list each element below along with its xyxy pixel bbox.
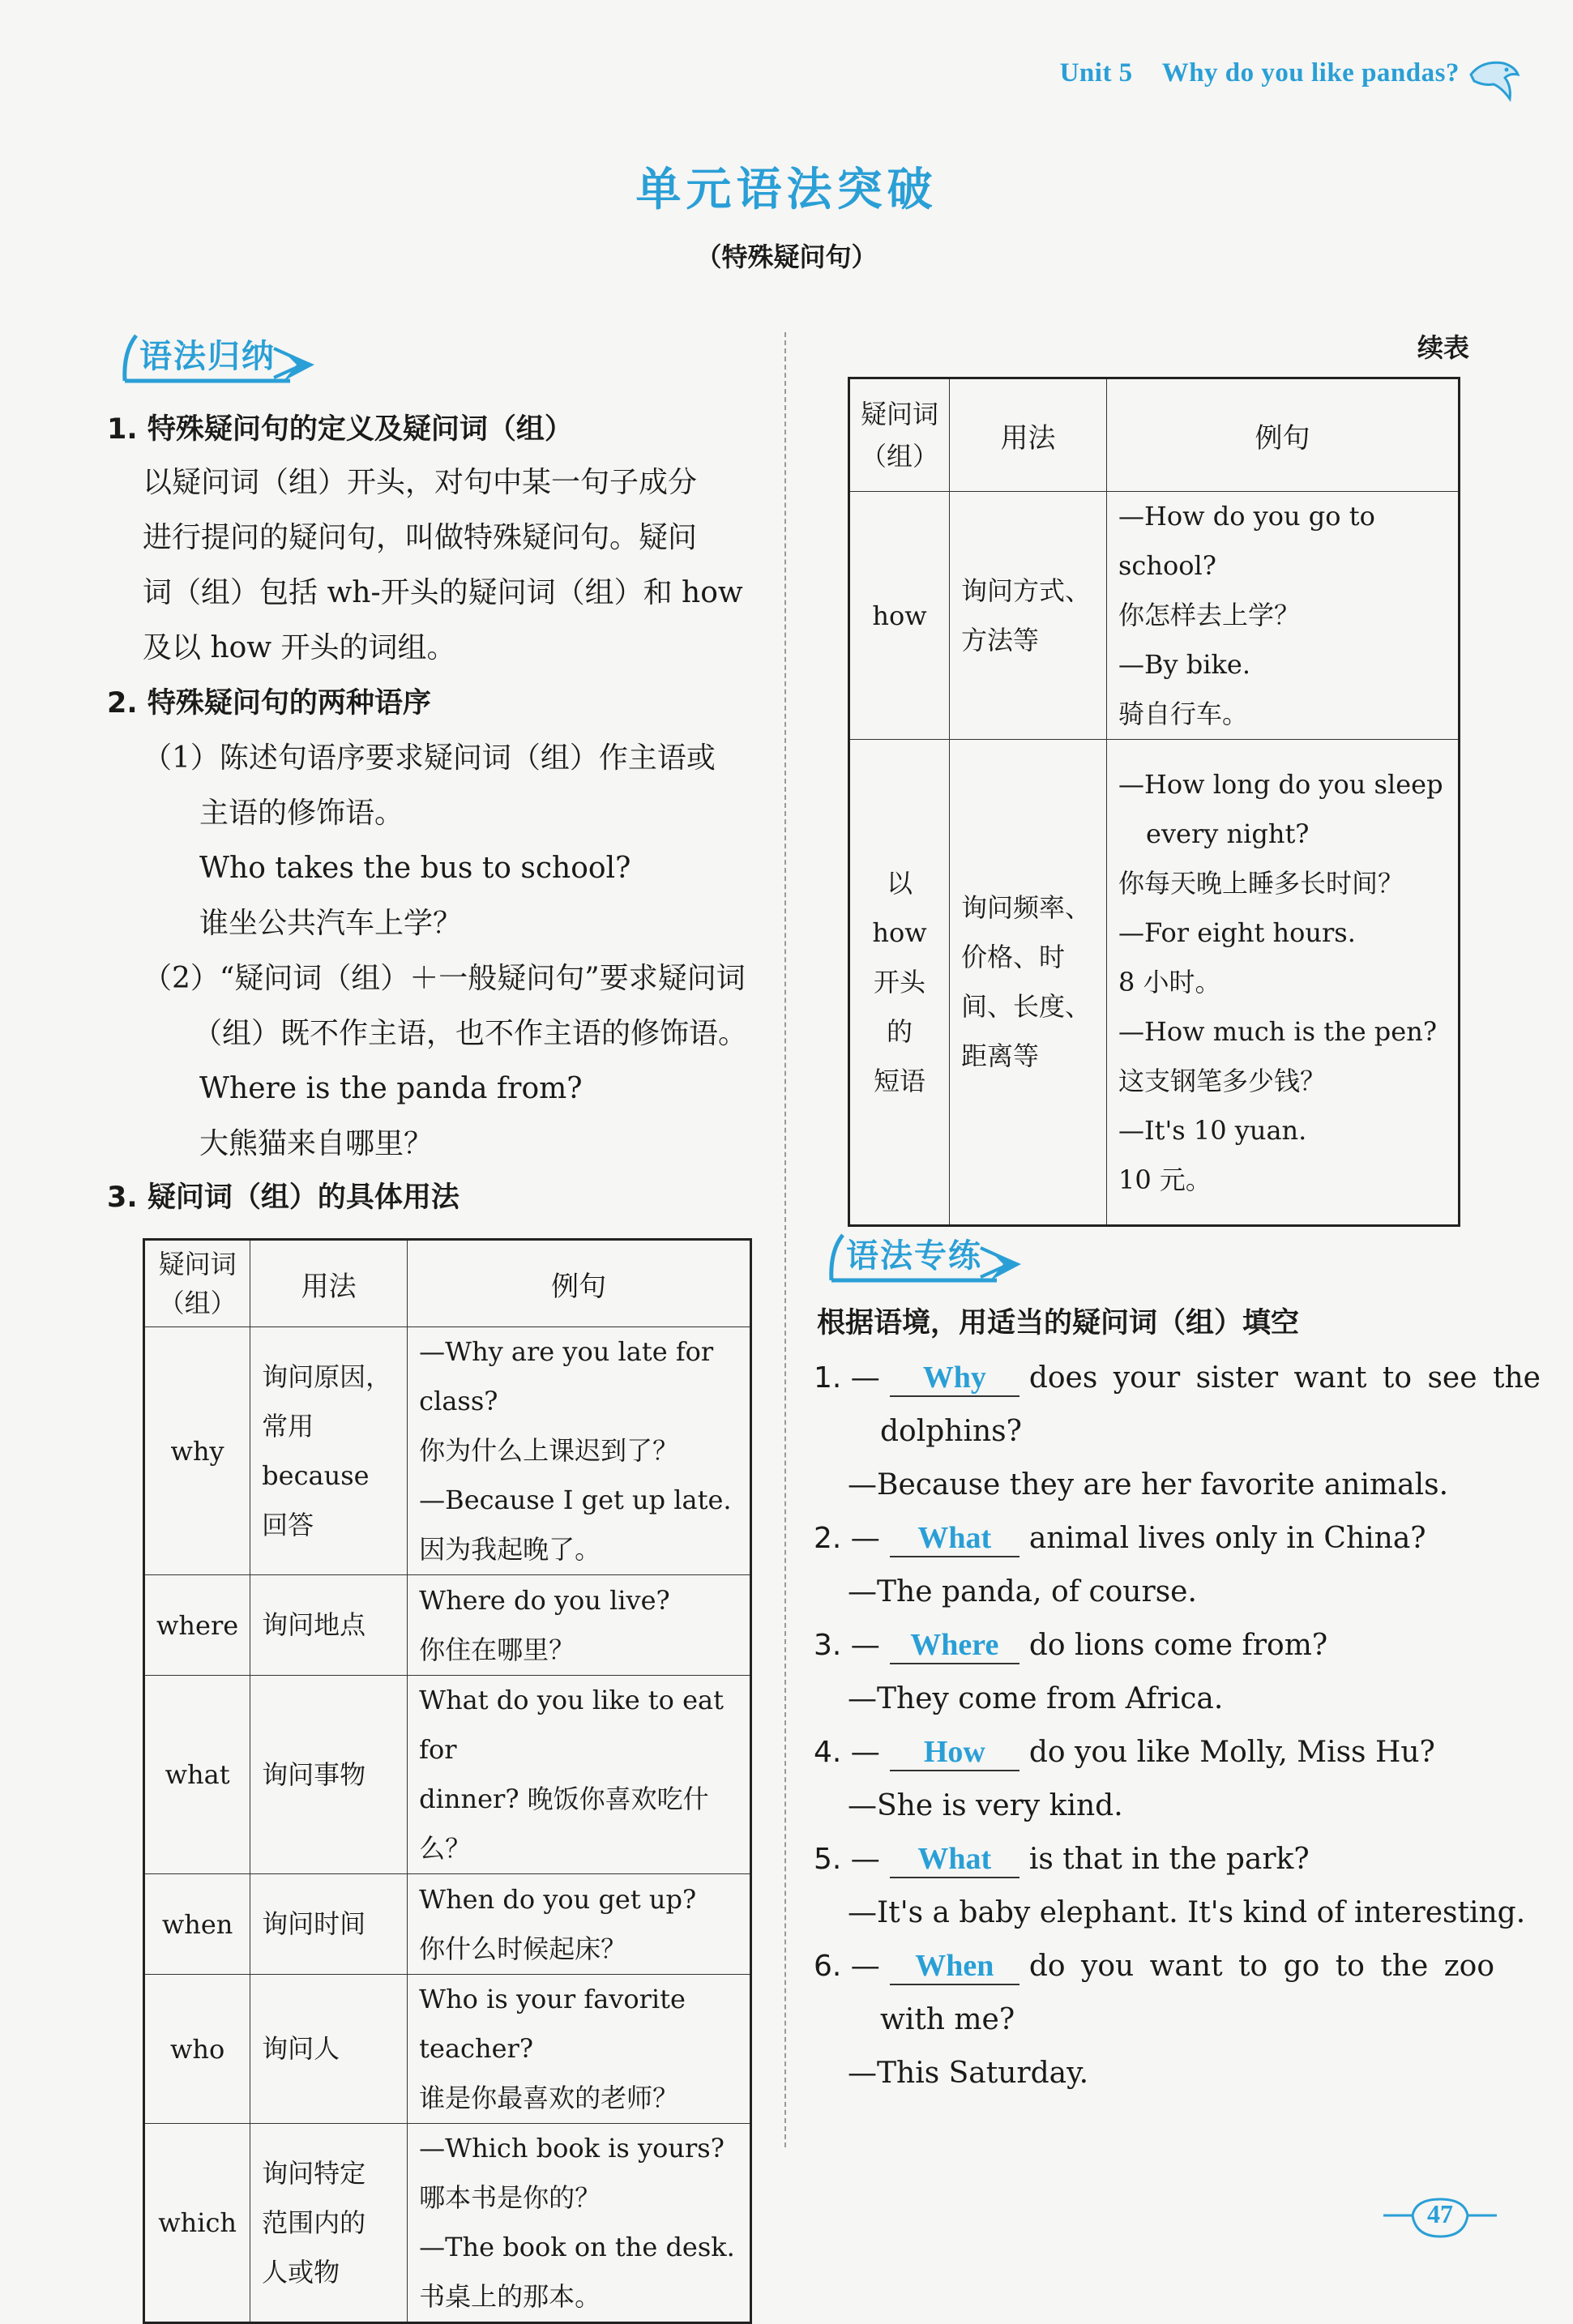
example-line: —How much is the pen? xyxy=(1118,1015,1437,1047)
example-line: 书桌上的那本。 xyxy=(419,2281,601,2312)
usage-cell xyxy=(250,2124,408,2323)
example-line: —It's 10 yuan. xyxy=(1118,1114,1307,1146)
usage-line: 询问特定 xyxy=(262,2157,366,2189)
usage-line: because xyxy=(262,1459,370,1491)
word-cell: when xyxy=(144,1874,250,1975)
header-example: 例句 xyxy=(1107,378,1460,492)
text-line: Who takes the bus to school? xyxy=(199,852,631,885)
text-line: 谁坐公共汽车上学？ xyxy=(199,907,463,940)
word-order-paragraph xyxy=(143,731,775,1172)
example-cell xyxy=(408,1676,751,1874)
exercise-number: 2. xyxy=(814,1522,842,1555)
example-line: When do you get up? xyxy=(419,1883,697,1915)
example-line: 你住在哪里？ xyxy=(419,1634,575,1665)
word-line: 短语 xyxy=(873,1065,925,1096)
word-cell xyxy=(849,740,950,1226)
reply-text: —This Saturday. xyxy=(848,2057,1089,2090)
usage-cell xyxy=(950,740,1107,1226)
continued-label: 续表 xyxy=(1417,332,1469,363)
answer-blank: What xyxy=(890,1841,1019,1878)
header-usage: 用法 xyxy=(250,1240,408,1327)
question-text: do you like Molly, Miss Hu? xyxy=(1028,1736,1435,1769)
text-line: 以疑问词（组）开头，对句中某一句子成分 xyxy=(143,466,698,499)
table-row xyxy=(144,1975,751,2124)
word-cell: where xyxy=(144,1575,250,1676)
badge-label: 语法专练 xyxy=(846,1237,982,1275)
usage-line: 询问频率、 xyxy=(961,892,1092,923)
exercise-number: 1. xyxy=(814,1361,842,1395)
usage-table-continued xyxy=(848,377,1460,1227)
word-cell: how xyxy=(849,492,950,740)
example-line: 哪本书是你的？ xyxy=(419,2182,601,2213)
table-row xyxy=(144,2124,751,2323)
answer-blank: Where xyxy=(890,1627,1019,1664)
example-line: 8 小时。 xyxy=(1118,966,1221,998)
example-line: —The book on the desk. xyxy=(419,2232,735,2262)
reply-text: —It's a baby elephant. It's kind of interesting. xyxy=(848,1896,1526,1929)
example-line: 你什么时候起床？ xyxy=(419,1933,627,1964)
usage-table xyxy=(143,1238,752,2324)
example-cell xyxy=(408,1874,751,1975)
usage-cell xyxy=(250,1874,408,1975)
answer-blank: How xyxy=(890,1734,1019,1771)
column-divider xyxy=(784,332,786,2147)
word-cell: which xyxy=(144,2124,250,2323)
text-line: Where is the panda from? xyxy=(199,1072,583,1105)
page-number-text: 47 xyxy=(1427,2199,1453,2228)
page-subtitle: （特殊疑问句） xyxy=(695,241,878,272)
word-cell: who xyxy=(144,1975,250,2124)
header-example: 例句 xyxy=(408,1240,751,1327)
usage-line: 方法等 xyxy=(961,624,1040,656)
usage-cell xyxy=(250,1975,408,2124)
usage-cell xyxy=(950,492,1107,740)
page-title: 单元语法突破 xyxy=(635,164,938,216)
text-line: （1）陈述句语序要求疑问词（组）作主语或 xyxy=(143,741,716,775)
answer-blank: Why xyxy=(890,1360,1019,1397)
heading-definition: 1. 特殊疑问句的定义及疑问词（组） xyxy=(107,413,573,446)
table-header-row xyxy=(144,1240,751,1327)
usage-line: 常用 xyxy=(262,1410,314,1442)
word-line: 开头的 xyxy=(873,966,925,1047)
table-row xyxy=(144,1676,751,1874)
answer-blank: What xyxy=(890,1520,1019,1557)
question-continuation: with me? xyxy=(880,2003,1015,2036)
example-line: Where do you live? xyxy=(419,1584,670,1616)
question-continuation: dolphins? xyxy=(880,1415,1022,1448)
heading-usage: 3. 疑问词（组）的具体用法 xyxy=(107,1181,460,1214)
usage-line: 询问地点 xyxy=(262,1609,366,1640)
question-text: does your sister want to see the xyxy=(1028,1361,1541,1395)
usage-line: 距离等 xyxy=(961,1040,1040,1071)
example-line: 因为我起晚了。 xyxy=(419,1534,601,1565)
exercise-number: 6. xyxy=(814,1950,842,1983)
reply-text: —They come from Africa. xyxy=(848,1682,1224,1715)
example-line: 10 元。 xyxy=(1118,1164,1212,1195)
example-line: —Which book is yours? xyxy=(419,2133,725,2164)
example-line: —How do you go to school? xyxy=(1118,501,1375,581)
answer-blank: When xyxy=(890,1948,1019,1985)
example-line: 骑自行车。 xyxy=(1118,698,1249,729)
usage-line: 价格、时 xyxy=(961,942,1066,972)
example-line: —For eight hours. xyxy=(1118,916,1356,948)
usage-line: 回答 xyxy=(262,1509,314,1540)
header-word: 疑问词（组） xyxy=(144,1240,250,1327)
word-cell: what xyxy=(144,1676,250,1874)
usage-line: 询问时间 xyxy=(262,1908,366,1939)
example-line: —Why are you late for class? xyxy=(419,1336,714,1416)
header-word: 疑问词（组） xyxy=(849,378,950,492)
table-row xyxy=(849,492,1460,740)
example-line: Who is your favorite teacher? xyxy=(419,1984,686,2064)
question-text: do you want to go to the zoo xyxy=(1028,1950,1495,1983)
text-line: 词（组）包括 wh-开头的疑问词（组）和 how xyxy=(143,576,743,609)
exercise-number: 3. xyxy=(814,1629,842,1662)
example-cell xyxy=(408,1575,751,1676)
reply-text: —Because they are her favorite animals. xyxy=(848,1468,1449,1502)
usage-line: 范围内的 xyxy=(262,2207,366,2238)
text-line: 进行提问的疑问句，叫做特殊疑问句。疑问 xyxy=(143,521,698,554)
example-line: —How long do you sleep xyxy=(1118,768,1443,800)
exercise-number: 4. xyxy=(814,1736,842,1769)
unit-label: Unit 5 xyxy=(1059,58,1133,88)
text-line: 主语的修饰语。 xyxy=(199,797,404,830)
running-header xyxy=(1060,58,1460,88)
page-number xyxy=(1383,2188,1497,2245)
usage-line: 询问原因， xyxy=(262,1361,392,1392)
text-line: 及以 how 开头的词组。 xyxy=(143,631,456,664)
header-usage: 用法 xyxy=(950,378,1107,492)
example-line: dinner? 晚饭你喜欢吃什么？ xyxy=(419,1784,709,1864)
usage-line: 询问方式、 xyxy=(961,575,1092,606)
example-cell xyxy=(408,1975,751,2124)
example-line: 你怎样去上学？ xyxy=(1118,600,1301,630)
table-row xyxy=(144,1327,751,1575)
example-line: 这支钢笔多少钱？ xyxy=(1118,1065,1327,1096)
example-cell xyxy=(1107,740,1460,1226)
question-text: animal lives only in China? xyxy=(1028,1522,1426,1555)
example-line: What do you like to eat for xyxy=(419,1685,724,1765)
table-row xyxy=(849,740,1460,1226)
reply-text: —The panda, of course. xyxy=(848,1575,1197,1608)
example-cell xyxy=(408,1327,751,1575)
exercise-number: 5. xyxy=(814,1843,842,1876)
table-row xyxy=(144,1575,751,1676)
example-cell xyxy=(1107,492,1460,740)
question-text: do lions come from? xyxy=(1028,1629,1328,1662)
heading-word-order: 2. 特殊疑问句的两种语序 xyxy=(107,687,431,720)
example-line: 你为什么上课迟到了？ xyxy=(419,1435,679,1466)
text-line: （2）“疑问词（组）＋一般疑问句”要求疑问词 xyxy=(143,962,746,995)
example-line: 谁是你最喜欢的老师？ xyxy=(419,2083,679,2113)
text-line: （组）既不作主语，也不作主语的修饰语。 xyxy=(193,1017,748,1050)
example-cell xyxy=(408,2124,751,2323)
table-row xyxy=(144,1874,751,1975)
usage-cell xyxy=(250,1327,408,1575)
example-line: every night? xyxy=(1146,818,1310,849)
word-line: 以 how xyxy=(872,867,927,948)
word-cell: why xyxy=(144,1327,250,1575)
grammar-practice-badge xyxy=(819,1227,1037,1292)
usage-line: 询问人 xyxy=(262,2033,340,2064)
definition-paragraph xyxy=(143,455,759,676)
exercise-instruction: 根据语境，用适当的疑问词（组）填空 xyxy=(817,1307,1300,1339)
text-line: 大熊猫来自哪里？ xyxy=(199,1127,434,1160)
badge-label: 语法归纳 xyxy=(139,338,276,375)
example-line: —Because I get up late. xyxy=(419,1485,732,1515)
reply-text: —She is very kind. xyxy=(848,1789,1123,1822)
example-line: 你每天晚上睡多长时间？ xyxy=(1118,867,1404,899)
example-line: —By bike. xyxy=(1118,649,1250,680)
usage-line: 间、长度、 xyxy=(961,991,1092,1022)
question-text: is that in the park? xyxy=(1028,1843,1310,1876)
table-header-row xyxy=(849,378,1460,492)
usage-cell xyxy=(250,1676,408,1874)
usage-line: 询问事物 xyxy=(262,1758,366,1790)
dolphin-icon xyxy=(1466,50,1523,107)
usage-cell xyxy=(250,1575,408,1676)
grammar-summary-badge xyxy=(112,327,331,392)
usage-line: 人或物 xyxy=(262,2256,340,2288)
unit-title: Why do you like pandas? xyxy=(1161,58,1460,88)
